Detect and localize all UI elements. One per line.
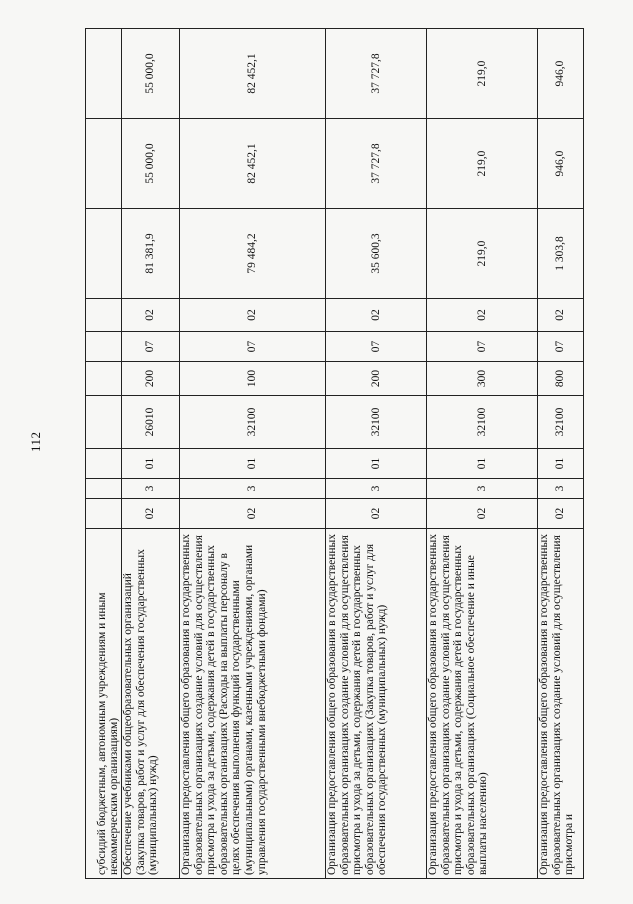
section-code: 07 xyxy=(427,332,538,362)
table-row xyxy=(538,29,584,879)
program-code: 02 xyxy=(427,499,538,529)
subsection-code: 02 xyxy=(180,299,326,332)
subsection-code: 02 xyxy=(326,299,427,332)
row-description: Обеспечение учебниками общеобразовательных организаций (Закупка товаров, работ и услуг для обеспечения государственных (муниципальных) нужд) xyxy=(122,529,180,879)
amount-year-3: 946,0 xyxy=(538,29,584,119)
row-description: Организация предоставления общего образования в государственных образовательных организациях создание условий для осуществления присмотра и ухода за детьми, содержания детей в государственных образовательных организациях (Расходы на выплаты персоналу в целях обеспечения выполнения функций государственными (муниципальными) органами, казенными учреждениями, органами управления государственными внебюджетными фондами) xyxy=(180,529,326,879)
program-code: 02 xyxy=(538,499,584,529)
table-row xyxy=(180,29,326,879)
event-code: 01 xyxy=(180,449,326,479)
direction-code: 32100 xyxy=(538,396,584,449)
event-code: 01 xyxy=(538,449,584,479)
amount-year-2 xyxy=(86,119,122,209)
program-code: 02 xyxy=(122,499,180,529)
subsection-code xyxy=(86,299,122,332)
subsection-code: 02 xyxy=(538,299,584,332)
amount-year-1: 35 600,3 xyxy=(326,209,427,299)
event-code: 01 xyxy=(427,449,538,479)
table-row xyxy=(326,29,427,879)
subprogram-code: 3 xyxy=(180,479,326,499)
subprogram-code xyxy=(86,479,122,499)
program-code: 02 xyxy=(180,499,326,529)
amount-year-2: 219,0 xyxy=(427,119,538,209)
amount-year-3: 55 000,0 xyxy=(122,29,180,119)
program-code: 02 xyxy=(326,499,427,529)
amount-year-2: 55 000,0 xyxy=(122,119,180,209)
section-code: 07 xyxy=(326,332,427,362)
rotated-table-wrapper xyxy=(85,29,580,879)
direction-code: 32100 xyxy=(326,396,427,449)
table-row xyxy=(427,29,538,879)
section-code: 07 xyxy=(538,332,584,362)
section-code: 07 xyxy=(180,332,326,362)
direction-code xyxy=(86,396,122,449)
amount-year-3 xyxy=(86,29,122,119)
amount-year-1: 79 484,2 xyxy=(180,209,326,299)
table-row xyxy=(86,29,122,879)
expense-type-code: 800 xyxy=(538,362,584,396)
subprogram-code: 3 xyxy=(326,479,427,499)
expense-type-code: 300 xyxy=(427,362,538,396)
budget-table xyxy=(85,28,584,879)
amount-year-1: 219,0 xyxy=(427,209,538,299)
subsection-code: 02 xyxy=(122,299,180,332)
section-code xyxy=(86,332,122,362)
direction-code: 26010 xyxy=(122,396,180,449)
table-row xyxy=(122,29,180,879)
row-description: Организация предоставления общего образования в государственных образовательных организациях создание условий для осуществления присмотра и xyxy=(538,529,584,879)
direction-code: 32100 xyxy=(427,396,538,449)
amount-year-2: 37 727,8 xyxy=(326,119,427,209)
program-code xyxy=(86,499,122,529)
subprogram-code: 3 xyxy=(122,479,180,499)
expense-type-code: 100 xyxy=(180,362,326,396)
amount-year-2: 946,0 xyxy=(538,119,584,209)
expense-type-code: 200 xyxy=(122,362,180,396)
amount-year-2: 82 452,1 xyxy=(180,119,326,209)
amount-year-1: 1 303,8 xyxy=(538,209,584,299)
row-description: субсидий бюджетным, автономным учреждениям и иным некоммерческим организациям) xyxy=(86,529,122,879)
expense-type-code: 200 xyxy=(326,362,427,396)
amount-year-3: 82 452,1 xyxy=(180,29,326,119)
subprogram-code: 3 xyxy=(538,479,584,499)
page-number: 112 xyxy=(28,431,43,452)
row-description: Организация предоставления общего образования в государственных образовательных организациях создание условий для осуществления присмотра и ухода за детьми, содержания детей в государственных образовательных организациях (Социальное обеспечение и иные выплаты населению) xyxy=(427,529,538,879)
amount-year-1: 81 381,9 xyxy=(122,209,180,299)
expense-type-code xyxy=(86,362,122,396)
amount-year-1 xyxy=(86,209,122,299)
row-description: Организация предоставления общего образования в государственных образовательных организациях создание условий для осуществления присмотра и ухода за детьми, содержания детей в государственных образовательных организациях (Закупка товаров, работ и услуг для обеспечения государственных (муниципальных) нужд) xyxy=(326,529,427,879)
direction-code: 32100 xyxy=(180,396,326,449)
section-code: 07 xyxy=(122,332,180,362)
event-code: 01 xyxy=(326,449,427,479)
amount-year-3: 219,0 xyxy=(427,29,538,119)
amount-year-3: 37 727,8 xyxy=(326,29,427,119)
subprogram-code: 3 xyxy=(427,479,538,499)
subsection-code: 02 xyxy=(427,299,538,332)
event-code xyxy=(86,449,122,479)
event-code: 01 xyxy=(122,449,180,479)
